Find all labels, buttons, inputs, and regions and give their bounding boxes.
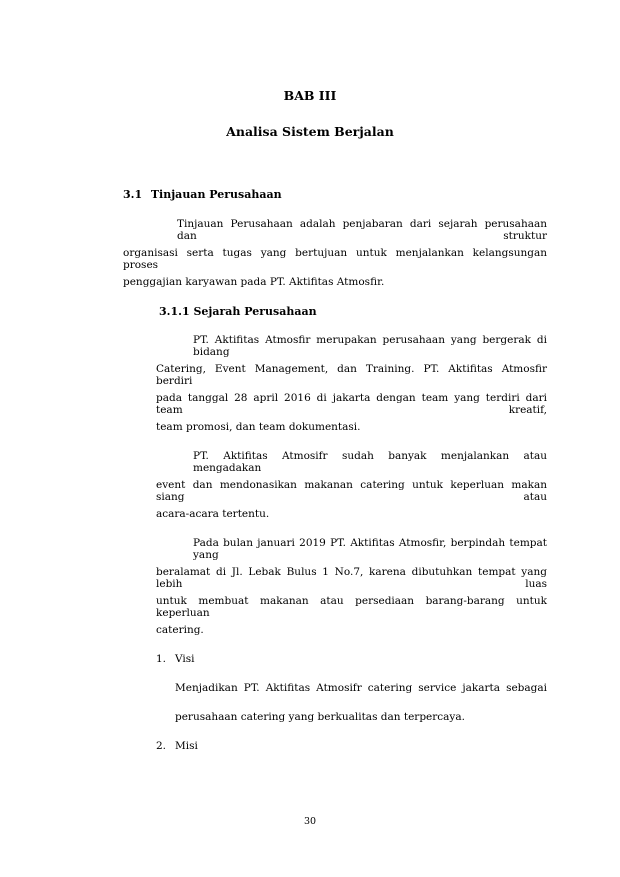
list-text-line: Menjadikan PT. Aktifitas Atmosifr catering service jakarta sebagai — [175, 682, 547, 694]
intro-line: Tinjauan Perusahaan adalah penjabaran dari sejarah perusahaan dan struktur — [177, 218, 547, 242]
paragraph-line: PT. Aktifitas Atmosfir merupakan perusahaan yang bergerak di bidang — [193, 334, 547, 358]
section-heading — [123, 188, 282, 201]
list-number: 1. — [156, 653, 167, 665]
paragraph-line: Pada bulan januari 2019 PT. Aktifitas Atmosfir, berpindah tempat yang — [193, 537, 547, 561]
paragraph-line: untuk membuat makanan atau persediaan barang-barang untuk keperluan — [156, 595, 547, 619]
paragraph-line: acara-acara tertentu. — [156, 508, 270, 520]
list-number: 2. — [156, 740, 167, 752]
page-number: 30 — [303, 816, 317, 827]
paragraph-line: team promosi, dan team dokumentasi. — [156, 421, 361, 433]
paragraph-line: pada tanggal 28 april 2016 di jakarta dengan team yang terdiri dari team kreatif, — [156, 392, 547, 416]
paragraph-line: catering. — [156, 624, 204, 636]
intro-line: penggajian karyawan pada PT. Aktifitas Atmosfir. — [123, 276, 385, 288]
list-label: Visi — [175, 653, 195, 665]
list-text-line: perusahaan catering yang berkualitas dan terpercaya. — [175, 711, 465, 723]
paragraph-line: Catering, Event Management, dan Training. PT. Aktifitas Atmosfir berdiri — [156, 363, 547, 387]
section-number: 3.1 — [123, 188, 143, 201]
paragraph-line: PT. Aktifitas Atmosifr sudah banyak menjalankan atau mengadakan — [193, 450, 547, 474]
list-label: Misi — [175, 740, 198, 752]
chapter-title: Analisa Sistem Berjalan — [226, 124, 394, 139]
intro-line: organisasi serta tugas yang bertujuan untuk menjalankan kelangsungan proses — [123, 247, 547, 271]
subsection-heading: 3.1.1 Sejarah Perusahaan — [159, 305, 317, 318]
paragraph-line: event dan mendonasikan makanan catering untuk keperluan makan siang atau — [156, 479, 547, 503]
section-title: Tinjauan Perusahaan — [150, 188, 282, 201]
paragraph-line: beralamat di Jl. Lebak Bulus 1 No.7, karena dibutuhkan tempat yang lebih luas — [156, 566, 547, 590]
chapter-number: BAB III — [283, 88, 337, 103]
